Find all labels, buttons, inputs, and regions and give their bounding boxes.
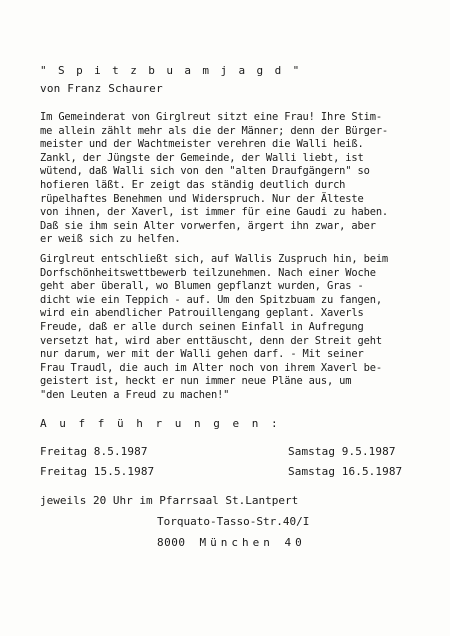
text-line: wird ein abendlicher Patrouillengang geplant. Xaverls <box>40 307 364 320</box>
text-line: nur darum, wer mit der Walli gehen darf. - Mit seiner <box>40 348 364 361</box>
city-line <box>157 536 306 549</box>
text-line: Frau Traudl, die auch im Alter noch von ihrem Xaverl be- <box>40 361 382 374</box>
text-line: Im Gemeinderat von Girglreut sitzt eine Frau! Ihre Stim- <box>40 111 382 123</box>
text-line: rüpelhaftes Benehmen und Widerspruch. Nur der Älteste <box>40 192 364 205</box>
text-line: hofieren läßt. Er zeigt das ständig deutlich durch <box>40 178 346 191</box>
performance-date: Samstag 16.5.1987 <box>288 465 403 478</box>
text-line: me allein zählt mehr als die der Männer; denn der Bürger- <box>40 124 389 137</box>
text-line: meister und der Wachtmeister verehren die Walli heiß. <box>40 138 364 151</box>
text-line: Freude, daß er alle durch seinen Einfall in Aufregung <box>40 320 364 333</box>
text-line: Daß sie ihm sein Alter vorwerfen, ärgert ihn zwar, aber <box>40 219 376 232</box>
performance-date: Samstag 9.5.1987 <box>288 445 396 458</box>
synopsis-paragraph-1 <box>40 111 415 247</box>
text-line: versetzt hat, wird aber enttäuscht, denn der Streit geht <box>40 334 382 347</box>
text-line: geht aber überall, wo Blumen gepflanzt wurden, Gras - <box>40 280 364 293</box>
text-line: wütend, daß Walli sich von den "alten Draufgängern" so <box>40 165 370 178</box>
author-line: von Franz Schaurer <box>40 82 163 95</box>
street-address: Torquato-Tasso-Str.40/I <box>157 515 310 528</box>
text-line: von ihnen, der Xaverl, ist immer für eine Gaudi zu haben. <box>40 206 389 219</box>
performance-date: Freitag 8.5.1987 <box>40 445 148 458</box>
synopsis-paragraph-2 <box>40 253 415 403</box>
text-line: "den Leuten a Freud zu machen!" <box>40 388 230 401</box>
text-line: dicht wie ein Teppich - auf. Um den Spitzbuam zu fangen, <box>40 293 382 306</box>
text-line: Zankl, der Jüngste der Gemeinde, der Walli liebt, ist <box>40 151 364 164</box>
postal-code: 8000 <box>157 536 186 549</box>
performances-heading: A u f f ü h r u n g e n : <box>40 417 281 430</box>
text-line: Girglreut entschließt sich, auf Wallis Zuspruch hin, beim <box>40 253 389 265</box>
venue-line: jeweils 20 Uhr im Pfarrsaal St.Lantpert <box>40 494 299 507</box>
text-line: er weiß sich zu helfen. <box>40 233 181 246</box>
text-line: Dorfschönheitswettbewerb teilzunehmen. Nach einer Woche <box>40 266 376 279</box>
performance-date: Freitag 15.5.1987 <box>40 465 155 478</box>
text-line: geistert ist, heckt er nun immer neue Pläne aus, um <box>40 375 352 388</box>
town-name: München 40 <box>199 536 306 549</box>
play-title: " S p i t z b u a m j a g d " <box>40 64 302 77</box>
